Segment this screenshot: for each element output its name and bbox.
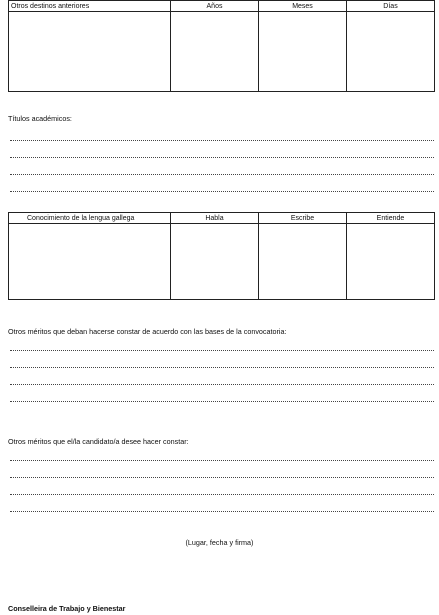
otros-destinos-table <box>8 0 435 92</box>
entiende-header: Entiende <box>347 213 435 224</box>
lengua-gallega-body-row <box>9 224 435 300</box>
otros-destinos-header: Otros destinos anteriores <box>9 1 171 12</box>
anos-cell <box>171 12 259 92</box>
dotted-line <box>10 191 434 192</box>
dotted-line <box>10 174 434 175</box>
escribe-cell <box>259 224 347 300</box>
entiende-cell <box>347 224 435 300</box>
habla-cell <box>171 224 259 300</box>
titulos-academicos-label: Títulos académicos: <box>8 114 72 123</box>
meses-cell <box>259 12 347 92</box>
footer-conselleira: Conselleira de Trabajo y Bienestar <box>8 604 126 613</box>
otros-meritos-candidato-label: Otros méritos que el/la candidato/a desee hacer constar: <box>8 437 189 446</box>
otros-destinos-header-row <box>9 1 435 12</box>
lengua-gallega-table <box>8 212 435 300</box>
dotted-line <box>10 157 434 158</box>
lengua-gallega-header: Conocimiento de la lengua gallega <box>9 213 171 224</box>
dotted-line <box>10 494 434 495</box>
dotted-line <box>10 384 434 385</box>
dotted-line <box>10 350 434 351</box>
dias-cell <box>347 12 435 92</box>
lengua-gallega-header-row <box>9 213 435 224</box>
dias-header: Días <box>347 1 435 12</box>
dotted-line <box>10 460 434 461</box>
habla-header: Habla <box>171 213 259 224</box>
otros-destinos-cell <box>9 12 171 92</box>
dotted-line <box>10 140 434 141</box>
signature-note: (Lugar, fecha y firma) <box>185 538 254 547</box>
escribe-header: Escribe <box>259 213 347 224</box>
otros-destinos-body-row <box>9 12 435 92</box>
dotted-line <box>10 401 434 402</box>
dotted-line <box>10 367 434 368</box>
dotted-line <box>10 477 434 478</box>
dotted-line <box>10 511 434 512</box>
anos-header: Años <box>171 1 259 12</box>
meses-header: Meses <box>259 1 347 12</box>
lengua-gallega-cell <box>9 224 171 300</box>
otros-meritos-bases-label: Otros méritos que deban hacerse constar de acuerdo con las bases de la convocatoria: <box>8 327 287 336</box>
